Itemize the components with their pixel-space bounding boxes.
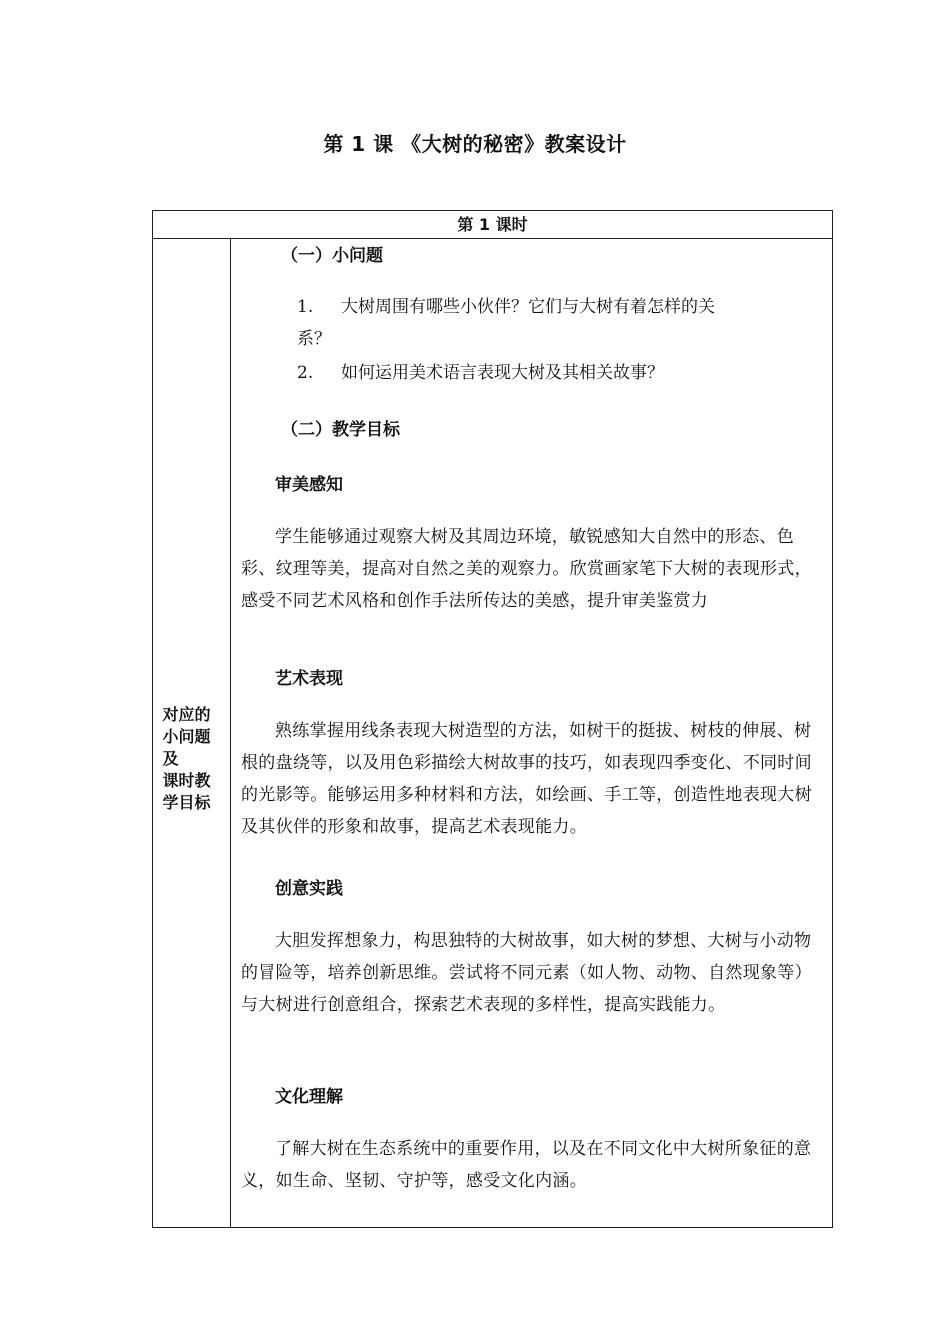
goal-title-cultural-understanding: 文化理解 xyxy=(275,1087,343,1107)
question-text: 如何运用美术语言表现大树及其相关故事？ xyxy=(341,363,664,383)
goal-title-creative-practice: 创意实践 xyxy=(275,879,343,899)
goal-text-cultural-understanding: 了解大树在生态系统中的重要作用，以及在不同文化中大树所象征的意义，如生命、坚韧、守护等，感受文化内涵。 xyxy=(241,1139,812,1191)
question-number: 1. xyxy=(297,297,314,317)
document-title: 第 1 课 《大树的秘密》教案设计 xyxy=(323,132,627,156)
lesson-plan-table xyxy=(152,210,833,1228)
question-item xyxy=(297,291,817,323)
question-number: 2. xyxy=(297,363,314,383)
row-label-text: 对应的 小问题 及 课时教 学目标 xyxy=(162,704,211,812)
row-label-cell xyxy=(153,239,231,1228)
question-item-continuation xyxy=(297,323,817,355)
question-text: 大树周围有哪些小伙伴？它们与大树有着怎样的关 xyxy=(341,297,715,317)
goal-title-artistic-expression: 艺术表现 xyxy=(275,669,343,689)
section-heading-questions: （一）小问题 xyxy=(281,246,383,266)
goal-text-artistic-expression: 熟练掌握用线条表现大树造型的方法，如树干的挺拔、树枝的伸展、树根的盘绕等，以及用色彩描绘大树故事的技巧，如表现四季变化、不同时间的光影等。能够运用多种材料和方法，如绘画、手工等，创造性地表现大树及其伙伴的形象和故事，提高艺术表现能力。 xyxy=(241,721,812,837)
goal-text-aesthetic-perception: 学生能够通过观察大树及其周边环境，敏锐感知大自然中的形态、色彩、纹理等美，提高对自然之美的观察力。欣赏画家笔下大树的表现形式，感受不同艺术风格和创作手法所传达的美感，提升审美鉴赏力 xyxy=(241,527,812,611)
section-heading-teaching-goals: （二）教学目标 xyxy=(281,420,400,440)
question-text-continued: 系？ xyxy=(297,329,331,349)
table-body-row xyxy=(153,239,832,1228)
goal-title-aesthetic-perception: 审美感知 xyxy=(275,475,343,495)
table-header-lesson-period: 第 1 课时 xyxy=(153,211,832,239)
content-cell xyxy=(231,239,832,1228)
goal-text-creative-practice: 大胆发挥想象力，构思独特的大树故事，如大树的梦想、大树与小动物的冒险等，培养创新思维。尝试将不同元素（如人物、动物、自然现象等）与大树进行创意组合，探索艺术表现的多样性，提高实践能力。 xyxy=(241,931,812,1015)
question-item xyxy=(297,357,817,389)
